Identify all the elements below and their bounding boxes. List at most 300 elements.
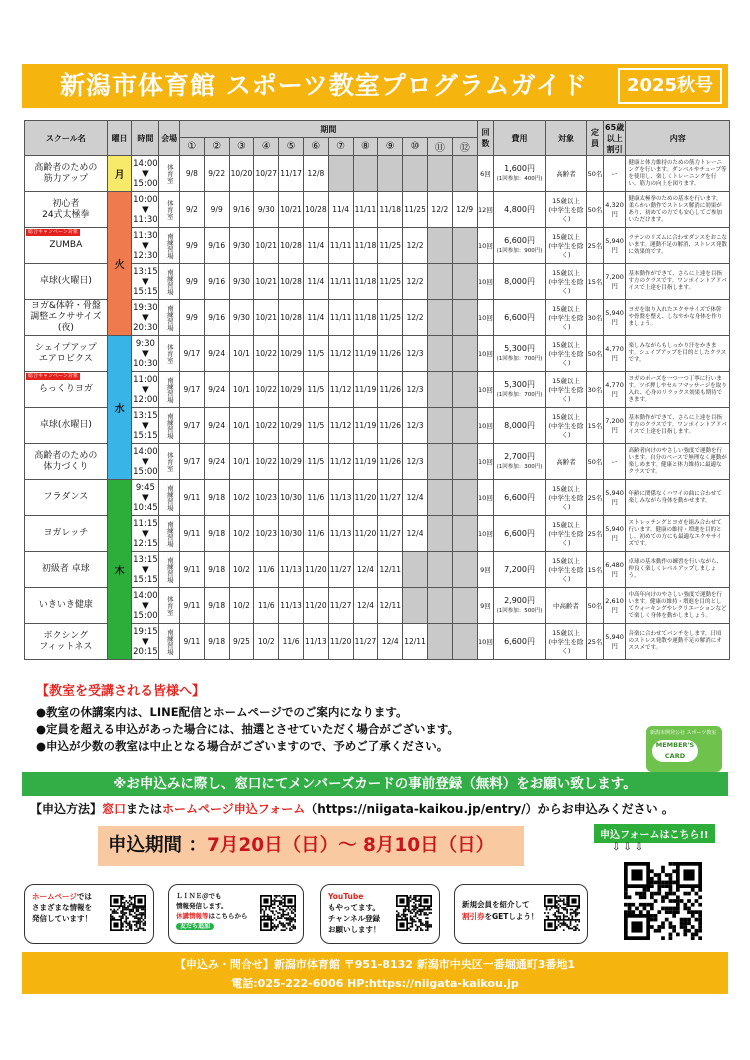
day-cell: 火 [107,192,132,336]
session-date: 11/19 [353,408,378,444]
session-date: 11/18 [353,264,378,300]
session-date: 10/28 [303,192,328,228]
school-name-text: ボクシング フィットネス [39,630,93,652]
discount-cell: 2,610円 [603,588,626,624]
session-date: 11/13 [279,588,304,624]
session-date: 10/23 [254,480,279,516]
period-header: ③ [229,138,254,156]
fee-value: 2,900円 [504,595,535,605]
session-date: 11/13 [328,516,353,552]
time-end: 20:30 [133,322,158,333]
entry-form-qr-code[interactable] [624,862,702,940]
target-cell: 15歳以上 (中学生を除く) [545,480,586,516]
col-content: 内容 [626,121,730,156]
session-date: 9/16 [204,264,229,300]
period-header: ⑦ [328,138,353,156]
session-date: 10/22 [254,372,279,408]
fee-value: 7,200円 [504,565,535,574]
discount-cell: 4,770円 [603,372,626,408]
session-date: 9/24 [204,444,229,480]
capacity-cell: 25名 [587,480,604,516]
target-cell: 中高齢者 [545,588,586,624]
school-name [25,408,108,444]
session-date: 9/9 [204,192,229,228]
col-capacity: 定員 [587,121,604,156]
count-cell: 9回 [477,588,494,624]
session-date [427,264,452,300]
session-date [427,444,452,480]
venue-cell: 南練習場 [159,264,180,300]
fee-value: 6,600円 [504,637,535,646]
time-start: 14:00 [133,446,158,457]
line-add-friend-button[interactable]: 友だち追加 [176,923,214,930]
session-date: 11/12 [328,444,353,480]
coupon-label: 割引券 [462,912,485,921]
capacity-cell: 30名 [587,300,604,336]
session-date [452,552,477,588]
session-date: 11/20 [353,516,378,552]
session-date: 10/20 [229,156,254,192]
venue-cell: 南練習場 [159,372,180,408]
session-date: 10/22 [254,444,279,480]
youtube-text: もやってます。 [328,903,380,912]
time-cell [132,624,159,660]
venue-cell: 南練習場 [159,480,180,516]
period-header: ⑪ [427,138,452,156]
session-date: 12/4 [403,516,428,552]
school-name [25,588,108,624]
count-cell: 10回 [477,408,494,444]
discount-cell: ー [603,444,626,480]
session-date: 9/9 [179,228,204,264]
session-date: 12/2 [403,228,428,264]
session-date: 10/30 [279,516,304,552]
school-name-text: 初心者 24式太極拳 [42,198,90,220]
col-count: 回数 [477,121,494,156]
discount-cell: 5,940円 [603,480,626,516]
session-date [378,156,403,192]
session-date: 11/19 [353,336,378,372]
venue-cell: 体育室 [159,444,180,480]
content-cell: 基本動作ができて、さらに上達を目指す方のクラスです。ワンポイントアドバイスで上達を目指します。 [626,408,730,444]
time-cell [132,336,159,372]
session-date: 11/25 [403,192,428,228]
school-name [25,480,108,516]
session-date: 9/24 [204,372,229,408]
fee-value: 6,600円 [504,313,535,322]
session-date: 11/26 [378,372,403,408]
session-date: 11/25 [378,228,403,264]
session-date: 10/23 [254,516,279,552]
down-arrow-icon: ▼ [142,384,149,395]
fee-cell [494,624,546,660]
time-start: 11:15 [133,518,158,529]
table-row [25,480,730,516]
period-header: ⑧ [353,138,378,156]
line-qr-code[interactable] [260,895,296,931]
school-name-text: ヨガ&体幹・骨盤 調整エクササイズ (夜) [30,301,102,333]
session-date: 9/16 [229,192,254,228]
time-start: 9:45 [135,482,155,493]
down-arrow-icon: ▼ [142,240,149,251]
down-arrow-icon: ▼ [142,204,149,215]
capacity-cell: 15名 [587,552,604,588]
time-start: 19:15 [133,626,158,637]
session-date [452,444,477,480]
school-name [25,228,108,264]
time-end: 12:00 [133,394,158,405]
capacity-cell: 30名 [587,372,604,408]
school-name-text: 高齢者のための 体力づくり [34,450,98,472]
school-name [25,336,108,372]
down-arrow-icon: ▼ [142,348,149,359]
school-name [25,192,108,228]
session-date [427,372,452,408]
school-name-text: らっくりヨガ [38,384,93,394]
discount-cell: ー [603,156,626,192]
session-date: 12/11 [378,588,403,624]
period-header: ⑫ [452,138,477,156]
count-cell: 9回 [477,552,494,588]
session-date: 10/22 [254,408,279,444]
fee-value: 6,600円 [504,235,535,245]
session-date: 9/18 [204,588,229,624]
fee-note: (1回参加：300円) [496,463,543,470]
notice-line: ●申込が少数の教室は中止となる場合がございますので、予めご了承ください。 [36,739,449,753]
session-date: 9/18 [204,480,229,516]
youtube-text: お願いします！ [328,925,381,934]
session-date: 10/21 [254,300,279,336]
count-cell: 10回 [477,372,494,408]
session-date: 12/4 [378,624,403,660]
time-cell [132,408,159,444]
venue-cell: 南練習場 [159,552,180,588]
col-venue: 会場 [159,121,180,156]
session-date: 11/5 [303,372,328,408]
content-cell: 高齢者向けのやさしい強度で運動を行います。自分のペースで無理なく運動が楽しめます。健康と体力維持に最適なクラスです。 [626,444,730,480]
day-cell: 水 [107,336,132,480]
count-cell: 10回 [477,624,494,660]
session-date: 11/6 [303,480,328,516]
col-school: スクール名 [25,121,108,156]
time-cell [132,192,159,228]
session-date: 11/11 [353,192,378,228]
fee-value: 4,800円 [504,205,535,214]
session-date: 9/9 [179,300,204,336]
campaign-badge: 総合キャンペーン対象 [28,373,78,379]
session-date [452,372,477,408]
footer-contact [22,952,728,994]
content-cell: ストレッチングとヨガを組み合わせて行います。健康の維持・増進を目的とし、初めての方にも最適なエクササイズです。 [626,516,730,552]
fee-cell [494,408,546,444]
session-date: 11/17 [279,156,304,192]
time-cell [132,372,159,408]
down-arrows-icon: ⇩⇩⇩ [612,842,647,853]
session-date [427,516,452,552]
count-cell: 10回 [477,300,494,336]
venue-cell: 体育室 [159,156,180,192]
homepage-qr-code[interactable] [110,895,146,931]
session-date [403,552,428,588]
session-date: 9/24 [204,408,229,444]
time-start: 13:15 [133,266,158,277]
school-name-text: 高齢者のための 筋力アップ [34,162,98,184]
session-date: 11/26 [378,336,403,372]
discount-cell: 6,480円 [603,552,626,588]
period-header: ④ [254,138,279,156]
fee-cell [494,480,546,516]
period-header: ⑩ [403,138,428,156]
session-date: 12/11 [378,552,403,588]
time-start: 19:30 [133,302,158,313]
count-cell: 10回 [477,336,494,372]
session-date [427,336,452,372]
session-date: 11/27 [328,552,353,588]
count-cell: 10回 [477,480,494,516]
session-date: 11/18 [353,300,378,336]
time-end: 10:30 [133,358,158,369]
session-date [452,408,477,444]
school-name [25,300,108,336]
coupon-text: 新規会員を紹介して [462,900,530,909]
down-arrow-icon: ▼ [142,312,149,323]
session-date: 11/11 [328,300,353,336]
venue-cell: 体育室 [159,192,180,228]
session-date [427,588,452,624]
session-date: 11/20 [303,588,328,624]
line-info-box [168,884,304,944]
venue-cell: 南練習場 [159,408,180,444]
session-date: 10/28 [279,300,304,336]
session-date: 11/19 [353,372,378,408]
school-name [25,372,108,408]
session-date: 9/17 [179,444,204,480]
session-date: 10/29 [279,444,304,480]
session-date: 11/6 [279,624,304,660]
session-date: 9/30 [229,228,254,264]
session-date: 9/18 [204,624,229,660]
time-end: 10:45 [133,502,158,513]
time-start: 10:00 [133,194,158,205]
discount-cell: 7,200円 [603,264,626,300]
time-start: 14:00 [133,158,158,169]
fee-value: 2,700円 [504,451,535,461]
session-date: 9/30 [229,300,254,336]
youtube-label: YouTube [328,892,364,901]
session-date: 11/6 [254,588,279,624]
session-date: 11/4 [303,300,328,336]
session-date: 11/13 [328,480,353,516]
apply-counter: 窓口 [102,802,127,816]
session-date: 10/1 [229,372,254,408]
period-header: ② [204,138,229,156]
session-date: 11/6 [303,516,328,552]
school-name [25,552,108,588]
session-date: 11/20 [353,480,378,516]
session-date [427,552,452,588]
session-date: 11/26 [378,408,403,444]
session-date: 12/8 [303,156,328,192]
session-date: 9/11 [179,624,204,660]
coupon-qr-code[interactable] [544,895,580,931]
session-date: 12/3 [403,408,428,444]
fee-note: (1回参加：700円) [496,391,543,398]
youtube-qr-code[interactable] [396,895,432,931]
period-header: ⑨ [378,138,403,156]
session-date: 11/20 [303,552,328,588]
session-date [452,264,477,300]
count-cell: 6回 [477,156,494,192]
time-cell [132,444,159,480]
session-date: 12/4 [403,480,428,516]
venue-cell: 南練習場 [159,228,180,264]
session-date [427,624,452,660]
time-cell [132,516,159,552]
session-date: 9/17 [179,408,204,444]
count-cell: 10回 [477,264,494,300]
homepage-info-box [24,884,154,944]
session-date: 12/3 [403,444,428,480]
fee-cell [494,264,546,300]
time-end: 15:15 [133,286,158,297]
target-cell: 15歳以上 (中学生を除く) [545,624,586,660]
fee-value: 6,600円 [504,493,535,502]
session-date: 10/28 [279,228,304,264]
time-start: 9:30 [135,338,155,349]
content-cell: 卓球の基本動作の練習を行いながら、仲良く楽しくレベルアップしましょう。 [626,552,730,588]
session-date: 9/25 [229,624,254,660]
time-cell [132,588,159,624]
fee-cell [494,444,546,480]
down-arrow-icon: ▼ [142,420,149,431]
time-cell [132,300,159,336]
form-link-label[interactable]: 申込フォームはこちら!! [594,824,715,843]
session-date [427,300,452,336]
apply-label: 【申込方法】 [30,802,103,816]
target-cell: 高齢者 [545,156,586,192]
session-date: 11/25 [378,300,403,336]
time-end: 20:15 [133,646,158,657]
content-cell: 中高年向けのやさしい強度で運動を行います。健康の維持・増進を目的としてウォーキングやレクリエーションなどで楽しく身体を動かしましょう。 [626,588,730,624]
target-cell: 15歳以上 (中学生を除く) [545,336,586,372]
session-date: 11/12 [328,372,353,408]
session-date: 11/12 [328,336,353,372]
session-date: 11/11 [328,264,353,300]
session-date [403,588,428,624]
notice-heading: 【教室を受講される皆様へ】 [36,684,206,699]
session-date: 12/2 [403,300,428,336]
session-date: 10/1 [229,444,254,480]
school-name-text: 初級者 卓球 [41,564,90,574]
session-date: 11/27 [353,624,378,660]
time-start: 13:15 [133,410,158,421]
target-cell: 15歳以上 (中学生を除く) [545,552,586,588]
session-date: 11/5 [303,336,328,372]
school-name-text: 卓球(火曜日) [39,276,92,286]
time-cell [132,156,159,192]
session-date: 10/1 [229,336,254,372]
session-date: 9/30 [254,192,279,228]
session-date: 11/13 [279,552,304,588]
session-date: 9/11 [179,480,204,516]
coupon-text: をGETしよう！ [484,912,539,921]
target-cell: 15歳以上 (中学生を除く) [545,408,586,444]
apply-method [30,800,674,817]
col-period: 期間 [179,121,477,138]
down-arrow-icon: ▼ [142,600,149,611]
session-date: 9/17 [179,336,204,372]
time-end: 12:15 [133,538,158,549]
down-arrow-icon: ▼ [142,528,149,539]
col-discount: 65歳以上割引 [605,122,625,154]
fee-value: 6,600円 [504,529,535,538]
session-date: 12/2 [427,192,452,228]
session-date: 9/11 [179,516,204,552]
session-date: 9/9 [179,264,204,300]
homepage-text: では [76,892,92,901]
discount-cell: 5,940円 [603,300,626,336]
capacity-cell: 50名 [587,192,604,228]
fee-value: 8,000円 [504,277,535,286]
session-date: 11/4 [303,228,328,264]
down-arrow-icon: ▼ [142,168,149,179]
period-dates: 7月20日（日）～ 8月10日（日） [206,835,495,856]
campaign-badge: 総合キャンペーン対象 [28,229,78,235]
fee-value: 1,600円 [504,163,535,173]
time-end: 15:00 [133,610,158,621]
school-name [25,624,108,660]
notice-line: ●定員を超える申込があった場合には、抽選とさせていただく場合がございます。 [36,722,459,736]
line-text: ＬＩＮＥ＠でも [176,892,222,900]
time-start: 14:00 [133,590,158,601]
fee-cell [494,192,546,228]
capacity-cell: 50名 [587,588,604,624]
session-date: 12/4 [353,588,378,624]
fee-cell [494,228,546,264]
apply-or: または [126,802,163,816]
time-end: 15:00 [133,178,158,189]
session-date: 11/4 [303,264,328,300]
session-date: 10/29 [279,408,304,444]
count-cell: 12回 [477,192,494,228]
col-time: 時間 [132,121,159,156]
time-end: 15:15 [133,574,158,585]
footer-phone: 電話:025-222-6006 HP:https://niigata-kaikou.jp [231,977,519,990]
member-card-image [646,726,722,772]
member-card-title: MEMBER'S CARD [652,740,698,762]
target-cell: 15歳以上 (中学生を除く) [545,516,586,552]
apply-tail: からお申込みください 。 [537,802,674,816]
venue-cell: 南練習場 [159,516,180,552]
session-date: 12/9 [452,192,477,228]
session-date: 12/11 [403,624,428,660]
session-date: 10/2 [254,624,279,660]
session-date: 9/16 [204,300,229,336]
discount-cell: 4,320円 [603,192,626,228]
col-target: 対象 [545,121,586,156]
fee-note: (1回参加：900円) [496,247,543,254]
apply-form-link[interactable]: ホームページ申込フォーム [162,802,306,816]
session-date: 11/26 [378,444,403,480]
capacity-cell: 25名 [587,624,604,660]
session-date: 10/21 [254,264,279,300]
capacity-cell: 25名 [587,516,604,552]
target-cell: 15歳以上 (中学生を除く) [545,264,586,300]
apply-url[interactable]: （https://niigata-kaikou.jp/entry/） [305,802,538,816]
session-date: 10/29 [279,336,304,372]
fee-cell [494,300,546,336]
school-name-text: シェイプアップ エアロビクス [34,342,97,364]
